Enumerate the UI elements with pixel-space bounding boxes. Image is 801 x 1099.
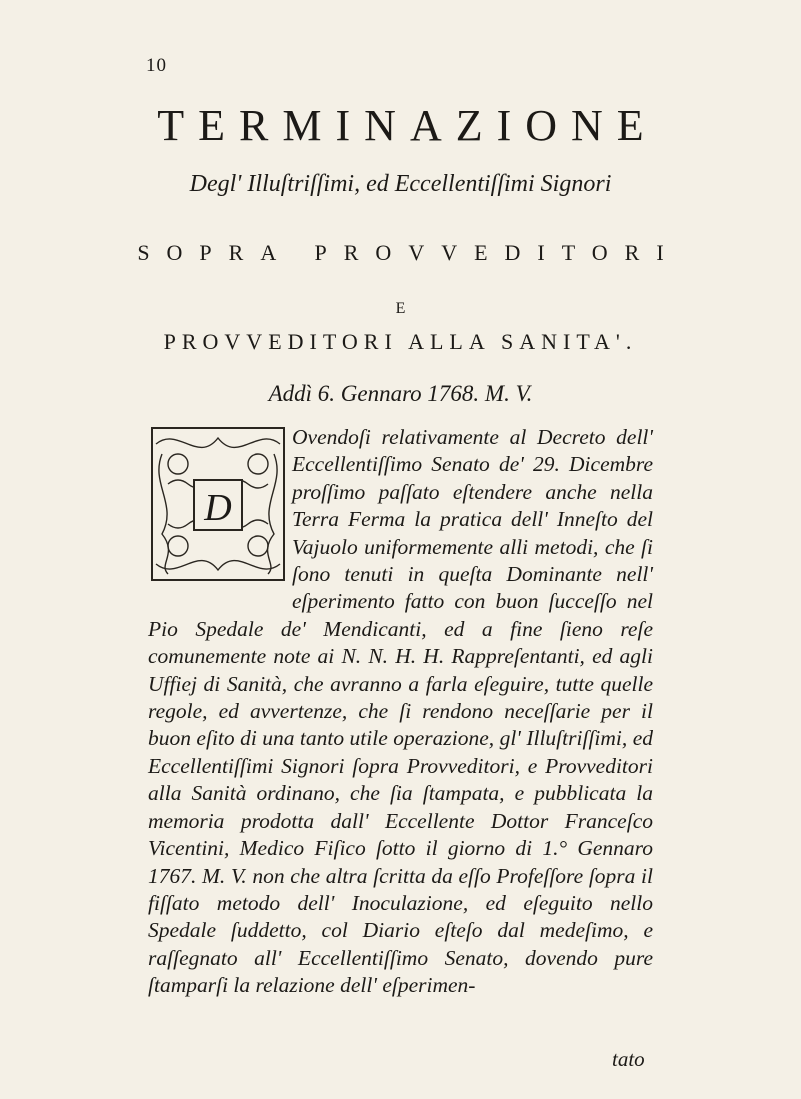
decorated-initial xyxy=(148,424,288,589)
heading-line-4: PROVVEDITORI ALLA SANITA'. xyxy=(163,329,638,354)
page-number: 10 xyxy=(146,55,167,76)
heading-line-1: Degl' Illuſtriſſimi, ed Eccellentiſſimi Signori xyxy=(189,171,612,197)
body-text: Ovendoſi relativamente al Decreto dell' Eccellentiſſimo Senato de' 29. Dicembre proſſimo paſſato eſtendere anche nella Terra Ferma la pratica dell' Inneſto del Vajuolo uniformemente alli metodi, che ſi ſono tenuti in queſta Dominante nell' eſperimento fatto con buon ſucceſſo nel Pio Spedale de' Mendicanti, ed a fine ſieno reſe comunemente note ai N. N. H. H. Rappreſentanti, ed agli Uffiej di Sanità, che avranno a farla eſeguire, tutte quelle regole, ed avvertenze, che ſi rendono neceſſarie per il buon eſito di una tanto utile operazione, gl' Illuſtriſſimi, ed Eccellentiſſimi Signori ſopra Provveditori, e Provveditori alla Sanità ordinano, che ſia ſtampata, e pubblicata la memoria prodotta dall' Eccellente Dottor Franceſco Vicentini, Medico Fiſico ſotto il giorno di 1.° Gennaro 1767. M. V. non che altra ſcritta da eſſo Profeſſore ſopra il fiſſato metodo dell' Inoculazione, ed eſeguito nello Spedale ſuddetto, col Diario eſteſo dal medeſimo, e raſſegnato all' Eccellentiſſimo Senato, dovendo pure ſtamparſi la relazione dell' eſperimen- xyxy=(148,425,653,998)
heading-line-2: SOPRA PROVVEDITORI xyxy=(137,240,681,265)
ornament-icon xyxy=(148,424,288,584)
date-line: Addì 6. Gennaro 1768. M. V. xyxy=(268,381,533,406)
body-paragraph xyxy=(148,424,653,1000)
svg-text:D: D xyxy=(204,487,232,529)
catchword: tato xyxy=(612,1047,645,1071)
page-title: TERMINAZIONE xyxy=(157,101,658,150)
heading-line-3: E xyxy=(395,300,406,317)
